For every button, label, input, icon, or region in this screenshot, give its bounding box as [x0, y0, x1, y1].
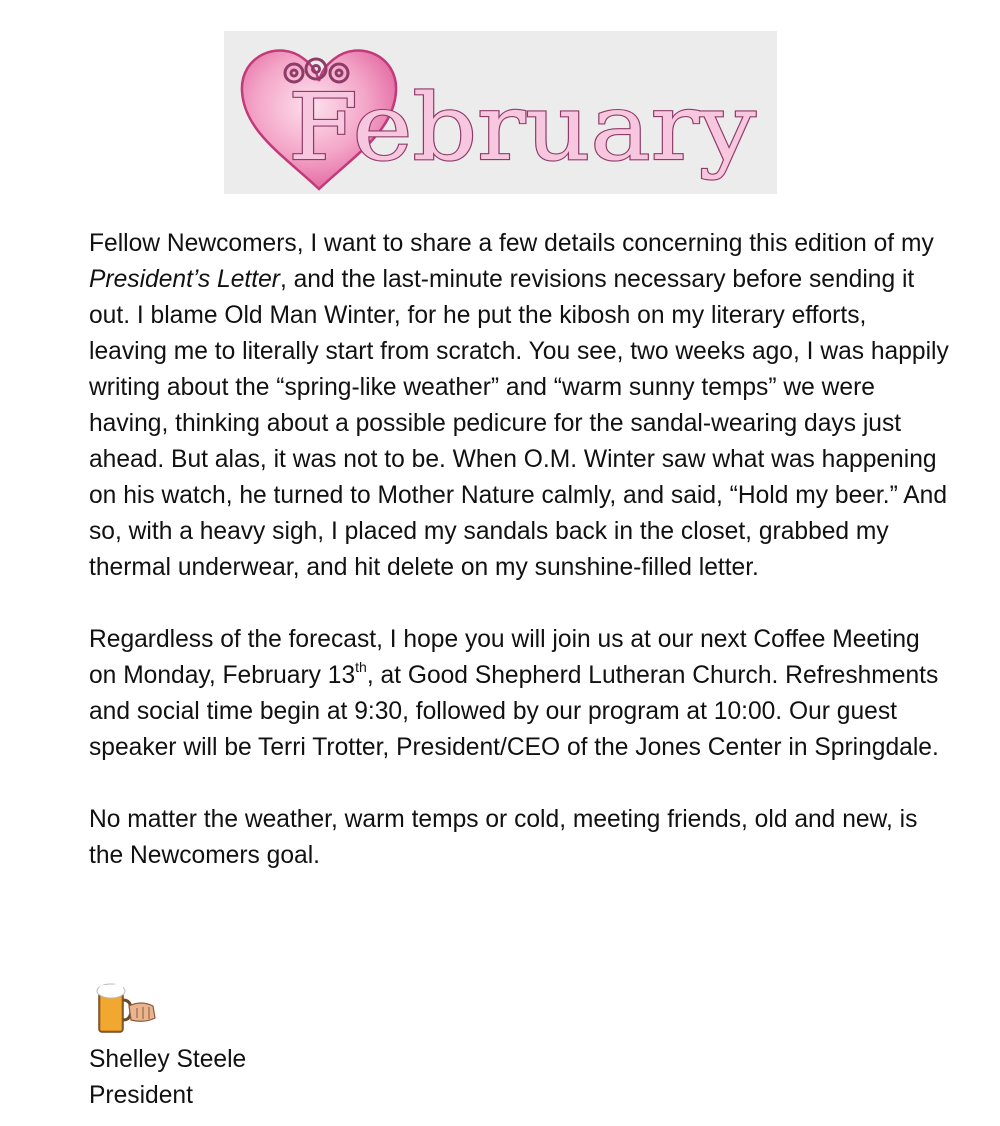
date-ordinal-suffix: th: [355, 658, 367, 675]
beer-mug-icon: [93, 980, 159, 1036]
february-banner-art: [224, 31, 777, 194]
paragraph-1-body: , and the last-minute revisions necessary before sending it out. I blame Old Man Winter, for he put the kibosh on my literary efforts, leaving me to literally start from scratch. You see, two weeks ago, I was happily writing about the “spring-like weather” and “warm sunny temps” we were having, thinking about a possible pedicure for the sandal-wearing days just ahead. But alas, it was not to be. When O.M. Winter saw what was happening on his watch, he turned to Mother Nature calmly, and said, “Hold my beer.” And so, with a heavy sigh, I placed my sandals back in the closet, grabbed my thermal underwear, and hit delete on my sunshine-filled letter.: [89, 266, 949, 581]
letter-title-italic: President’s Letter: [89, 266, 280, 293]
signer-title: President: [89, 1082, 193, 1109]
banner-title: February: [288, 74, 757, 181]
letter-paragraph-1: [89, 226, 949, 586]
paragraph-2-intro: Regardless of the forecast, I hope you will join us at our next Coffee Meeting on Monday, February 13: [89, 626, 920, 689]
february-banner: [224, 31, 777, 194]
paragraph-1-intro: Fellow Newcomers, I want to share a few details concerning this edition of my: [89, 230, 934, 257]
letter-paragraph-3: No matter the weather, warm temps or cold, meeting friends, old and new, is the Newcomers goal.: [89, 806, 918, 869]
letter-paragraph-2: [89, 622, 949, 766]
paragraph-2-body: , at Good Shepherd Lutheran Church. Refreshments and social time begin at 9:30, followed by our program at 10:00. Our guest speaker will be Terri Trotter, President/CEO of the Jones Center in Springdale.: [89, 662, 939, 761]
president-letter: [89, 226, 949, 874]
signer-name: Shelley Steele: [89, 1046, 247, 1073]
signature-block: [89, 1042, 246, 1114]
